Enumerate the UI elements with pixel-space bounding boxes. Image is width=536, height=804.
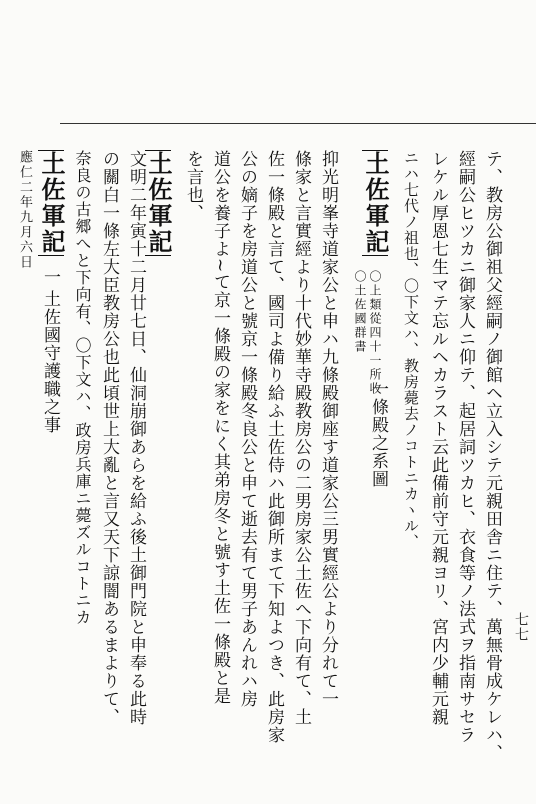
- heading-number: 一: [40, 268, 60, 286]
- text-column-8: 條家と言實經より十代妙華寺殿教房公の二男房家公土佐へ下向有て、土: [291, 150, 311, 726]
- header-rule: [60, 123, 536, 124]
- page-number: 七七: [513, 612, 529, 642]
- section-heading-tosa-gunki-3: 土佐軍記: [37, 151, 66, 255]
- running-head: 應仁二年九月六日: [17, 150, 32, 270]
- text-column-11: 道公を養子よ~て京一條殿の家をにく其弟房冬と號す土佐一條殿と是: [210, 150, 230, 706]
- text-column-7: 抑光明峯寺道家公と申ハ九條殿御座す道家公三男實經公より分れて一: [318, 150, 338, 708]
- text-column-13: 文明二年寅十二月廿七日、仙洞崩御あらを給ふ後土御門院と申奉る此時: [126, 150, 146, 726]
- text-column-10: 公の嫡子を房道公と號京一條殿冬良公と申て逝去有て男子あんれハ房: [237, 150, 257, 708]
- text-column-3: レケル厚恩七生マテ忘ルヘカラスト云此備前守元親ヨリ、宮内少輔元親: [428, 150, 448, 726]
- genealogy-title: 一條殿之系圖: [368, 380, 388, 488]
- text-column-16: 土佐國守護職之事: [40, 290, 60, 434]
- source-note-1: 〇上類從四十一所收: [368, 270, 382, 396]
- text-column-1: テ、教房公御祖父經嗣ノ御館ヘ立入シテ元親田舎ニ住テ、萬無骨成ケレハ、: [482, 150, 502, 762]
- section-heading-tosa-gunki-2: 土佐軍記: [144, 151, 173, 255]
- source-note-2: 〇土佐國群書: [353, 270, 367, 354]
- text-column-14: の關白一條左大臣教房公也此頃世上大亂と言又天下諒闇あるまよりて、: [99, 150, 119, 726]
- section-heading-tosa-gunki-1: 土佐軍記: [361, 151, 390, 255]
- text-column-15: 奈良の古郷へと下向有、〇下文ハ、政房兵庫ニ薨ズルコトニカ: [73, 150, 92, 626]
- text-column-9: 佐一條殿と言て、國司よ備り給ふ土佐侍ハ此御所まて下知よつき、此房家: [264, 150, 284, 744]
- text-column-12: を言也、: [183, 150, 203, 222]
- text-column-4: ニハ七代ノ祖也、〇下文ハ、教房薨去ノコトニカヽル、: [402, 150, 420, 550]
- text-column-2: 經嗣公ヒツカニ御家人ニ仰テ、起居詞ツカヒ、衣食等ノ法式ヲ指南サセラ: [455, 150, 475, 744]
